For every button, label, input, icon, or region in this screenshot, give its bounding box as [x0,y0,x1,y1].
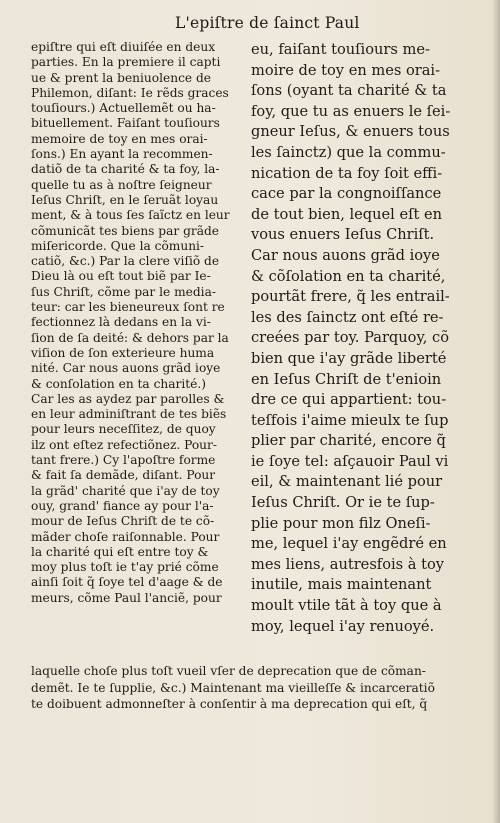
scripture-line: de tout bien, lequel eſt en [251,205,443,223]
scripture-line: dre ce qui appartient: tou- [251,391,447,409]
commentary-line: ment, & à tous ſes ſaĩctz en leur [31,208,230,223]
scripture-line: & cõſolation en ta charité, [251,267,446,285]
scripture-line: inutile, mais maintenant [251,576,432,594]
scripture-line: eu, faiſant touſiours me- [251,41,430,58]
commentary-line: Dieu là ou eſt tout biẽ par Ie- [31,269,211,284]
commentary-line: ue & prent la beniuolence de [31,70,211,85]
commentary-line: teur: car les bieneureux ſont re [31,300,225,315]
commentary-line: la charité qui eſt entre toy & [31,544,209,559]
commentary-line: quelle tu as à noſtre ſeigneur [31,177,212,192]
commentary-line: catiõ, &c.) Par la clere viſiõ de [31,254,220,269]
scripture-line: Ieſus Chriſt. Or ie te ſup- [251,494,435,512]
bottom-line: laquelle choſe plus toſt vueil vſer de deprecation que de cõman- [31,664,426,678]
scripture-line: teſfois i'aime mieulx te ſup [251,411,449,429]
scripture-line: pourtãt frere, q̃ les entrail- [251,288,450,306]
scripture-line: Car nous auons grãd ioye [251,246,440,264]
commentary-line: bituellement. Faiſant touſiours [31,116,220,131]
commentary-line: la grãd' charité que i'ay de toy [31,483,220,498]
bottom-line: te doibuent admonneſter à conſentir à ma deprecation qui eſt, q̃ [31,697,428,712]
scripture-line: moy, lequel i'ay renuoyé. [251,617,435,635]
commentary-line: viſion de ſon exterieure huma [31,345,215,360]
scripture-line: eil, & maintenant lié pour [251,473,443,491]
commentary-line: Car les as aydez par parolles & [31,391,225,406]
commentary-line: ſion de ſa deité: & dehors par la [31,330,229,345]
commentary-line: ſus Chriſt, cõme par le media- [31,284,216,299]
commentary-line: parties. En la premiere il capti [31,55,221,70]
bottom-line: demẽt. Ie te ſupplie, &c.) Maintenant ma vieilleſſe & incarceratiõ [31,680,435,695]
commentary-line: touſiours.) Actuellemẽt ou ha- [31,101,216,116]
commentary-column [31,40,249,606]
commentary-line: en leur adminiſtrant de tes biẽs [31,407,227,422]
scripture-line: moire de toy en mes orai- [251,61,441,79]
commentary-line: cõmunicãt tes biens par grãde [31,223,219,238]
scripture-line: les des ſainctz ont eſté re- [251,308,444,326]
commentary-line: epiſtre qui eſt diuiſée en deux [31,40,216,54]
bottom-commentary [31,663,471,713]
scripture-line: ſons (oyant ta charité & ta [251,82,447,100]
commentary-line: & fait ſa demãde, diſant. Pour [31,468,216,483]
commentary-line: ainſi ſoit q̃ ſoye tel d'aage & de [31,575,223,590]
scripture-line: vous enuers Ieſus Chriſt. [251,226,435,244]
running-header: L'epiſtre de ſainct Paul [175,14,360,32]
scripture-line: nication de ta foy ſoit effi- [251,164,443,182]
commentary-line: mour de Ieſus Chriſt de te cõ- [31,514,215,529]
commentary-line: fectionnez là dedans en la vi- [31,315,211,330]
page-edge-shadow [492,0,500,823]
scripture-line: plier par charité, encore q̃ [251,432,446,450]
scripture-line: foy, que tu as enuers le ſei- [251,102,451,120]
commentary-line: ouy, grand' fiance ay pour l'a- [31,498,214,513]
scripture-line: ie ſoye tel: aſçauoir Paul vi [251,452,449,470]
scripture-line: cace par la congnoiſſance [251,185,442,203]
scripture-line: creées par toy. Parquoy, cõ [251,329,449,347]
scripture-line: les ſainctz) que la commu- [251,143,446,161]
commentary-line: mãder choſe raiſonnable. Pour [31,529,220,544]
commentary-line: ilz ont eſtez refectiõnez. Pour- [31,437,217,452]
commentary-line: miſericorde. Que la cõmuni- [31,238,205,253]
commentary-line: datiõ de ta charité & ta foy, la- [31,162,220,177]
commentary-line: moy plus toſt ie t'ay prié cõme [31,560,219,575]
commentary-line: Ieſus Chriſt, en le ſeruãt loyau [31,192,219,207]
scripture-line: gneur Ieſus, & enuers tous [251,123,450,141]
scripture-line: mes liens, autresfois à toy [251,555,445,573]
commentary-line: nité. Car nous auons grãd ioye [31,361,221,376]
scripture-line: bien que i'ay grãde liberté [251,349,447,367]
commentary-line: tant frere.) Cy l'apoſtre forme [31,453,216,468]
commentary-line: Philemon, diſant: Ie rẽds graces [31,85,229,100]
scripture-line: en Ieſus Chriſt de t'enioin [251,370,442,388]
scripture-line: plie pour mon filz Oneſi- [251,514,431,532]
scripture-line: moult vtile tãt à toy que à [251,597,442,615]
commentary-line: ſons.) En ayant la recommen- [31,147,213,162]
commentary-line: meurs, cõme Paul l'anciẽ, pour [31,590,222,605]
commentary-line: pour leurs neceſſitez, de quoy [31,422,216,437]
commentary-line: & conſolation en ta charité.) [31,376,206,391]
scripture-column [251,40,468,637]
commentary-line: memoire de toy en mes orai- [31,131,208,146]
scripture-line: me, lequel i'ay engẽdré en [251,535,447,553]
